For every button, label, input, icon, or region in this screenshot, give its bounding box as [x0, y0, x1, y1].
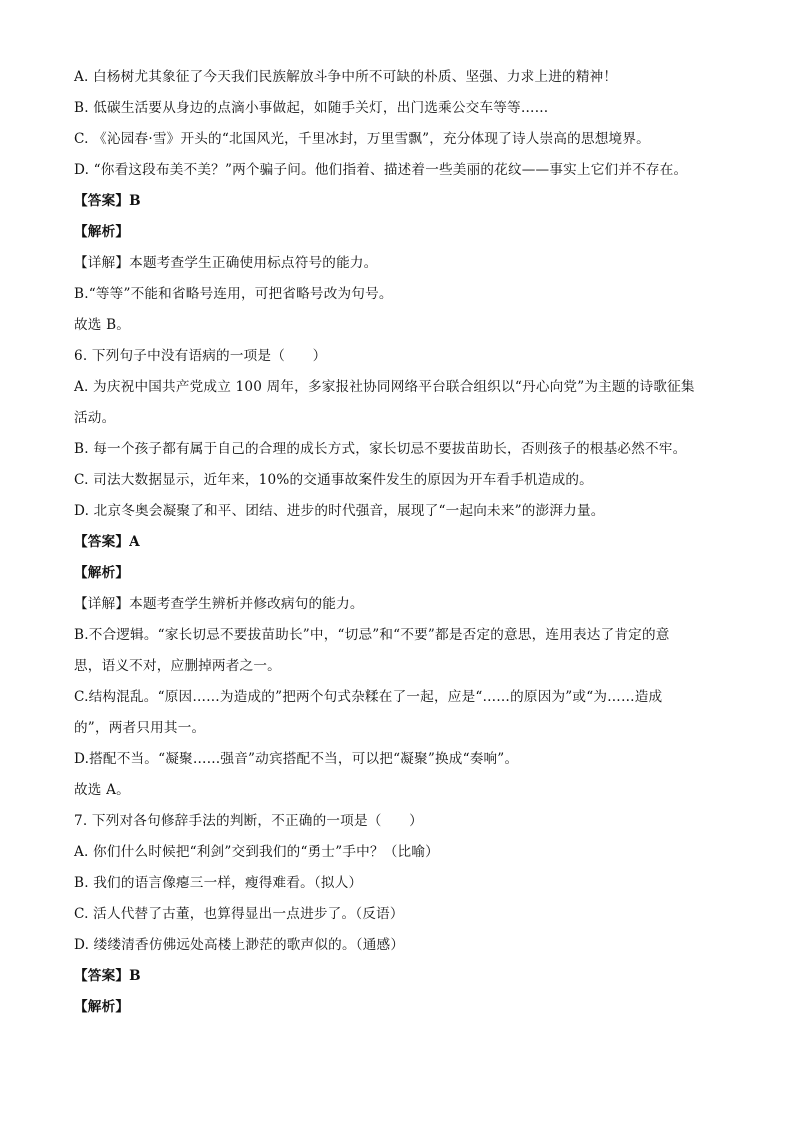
q6-option-a-line: A. 为庆祝中国共产党成立 100 周年，多家报社协同网络平台联合组织以“丹心向党”为主题的诗歌征集	[74, 379, 695, 395]
q6-conclusion-line: 故选 A。	[74, 782, 130, 798]
detail-line: 【详解】本题考查学生正确使用标点符号的能力。	[74, 255, 378, 271]
question-6-title: 6. 下列句子中没有语病的一项是（ ）	[74, 348, 327, 364]
q6-explanation-c-continued: 的”，两者只用其一。	[74, 720, 206, 736]
q6-detail-line: 【详解】本题考查学生辨析并修改病句的能力。	[74, 596, 364, 612]
q6-explanation-b-continued: 思，语义不对，应删掉两者之一。	[74, 658, 281, 674]
analysis-label: 【解析】	[74, 224, 130, 240]
document-page	[74, 62, 724, 1023]
explanation-line: B.“等等”不能和省略号连用，可把省略号改为句号。	[74, 286, 393, 302]
option-c-line: C. 《沁园春·雪》开头的“北国风光，千里冰封，万里雪飘”，充分体现了诗人崇高的思想境界。	[74, 131, 650, 147]
q7-answer-label: 【答案】B	[74, 968, 141, 984]
conclusion-line: 故选 B。	[74, 317, 131, 333]
answer-label: 【答案】B	[74, 193, 141, 209]
q6-explanation-b: B.不合逻辑。“家长切忌不要拔苗助长”中，“切忌”和“不要”都是否定的意思，连用表达了肯定的意	[74, 627, 670, 643]
option-d-line: D. “你看这段布美不美？”两个骗子问。他们指着、描述着一些美丽的花纹——事实上它们并不存在。	[74, 162, 688, 178]
option-a-line: A. 白杨树尤其象征了今天我们民族解放斗争中所不可缺的朴质、坚强、力求上进的精神！	[74, 69, 618, 85]
option-b-line: B. 低碳生活要从身边的点滴小事做起，如随手关灯，出门选乘公交车等等……	[74, 100, 549, 116]
q6-option-c-line: C. 司法大数据显示，近年来，10%的交通事故案件发生的原因为开车看手机造成的。	[74, 472, 593, 488]
q6-explanation-c: C.结构混乱。“原因……为造成的”把两个句式杂糅在了一起，应是“……的原因为”或“为……造成	[74, 689, 663, 705]
q7-option-a-line: A. 你们什么时候把“利剑”交到我们的“勇士”手中？（比喻）	[74, 844, 439, 860]
q6-option-d-line: D. 北京冬奥会凝聚了和平、团结、进步的时代强音，展现了“一起向未来”的澎湃力量。	[74, 503, 605, 519]
question-7-title: 7. 下列对各句修辞手法的判断，不正确的一项是（ ）	[74, 813, 423, 829]
q7-option-c-line: C. 活人代替了古董，也算得显出一点进步了。（反语）	[74, 906, 404, 922]
q6-answer-label: 【答案】A	[74, 534, 140, 550]
q7-analysis-label: 【解析】	[74, 999, 130, 1015]
q7-option-d-line: D. 缕缕清香仿佛远处高楼上渺茫的歌声似的。（通感）	[74, 937, 405, 953]
q6-option-b-line: B. 每一个孩子都有属于自己的合理的成长方式，家长切忌不要拔苗助长，否则孩子的根基必然不牢。	[74, 441, 687, 457]
q6-analysis-label: 【解析】	[74, 565, 130, 581]
q6-explanation-d: D.搭配不当。“凝聚……强音”动宾搭配不当，可以把“凝聚”换成“奏响”。	[74, 751, 519, 767]
q7-option-b-line: B. 我们的语言像瘪三一样，瘦得难看。（拟人）	[74, 875, 363, 891]
q6-option-a-continued: 活动。	[74, 410, 116, 426]
